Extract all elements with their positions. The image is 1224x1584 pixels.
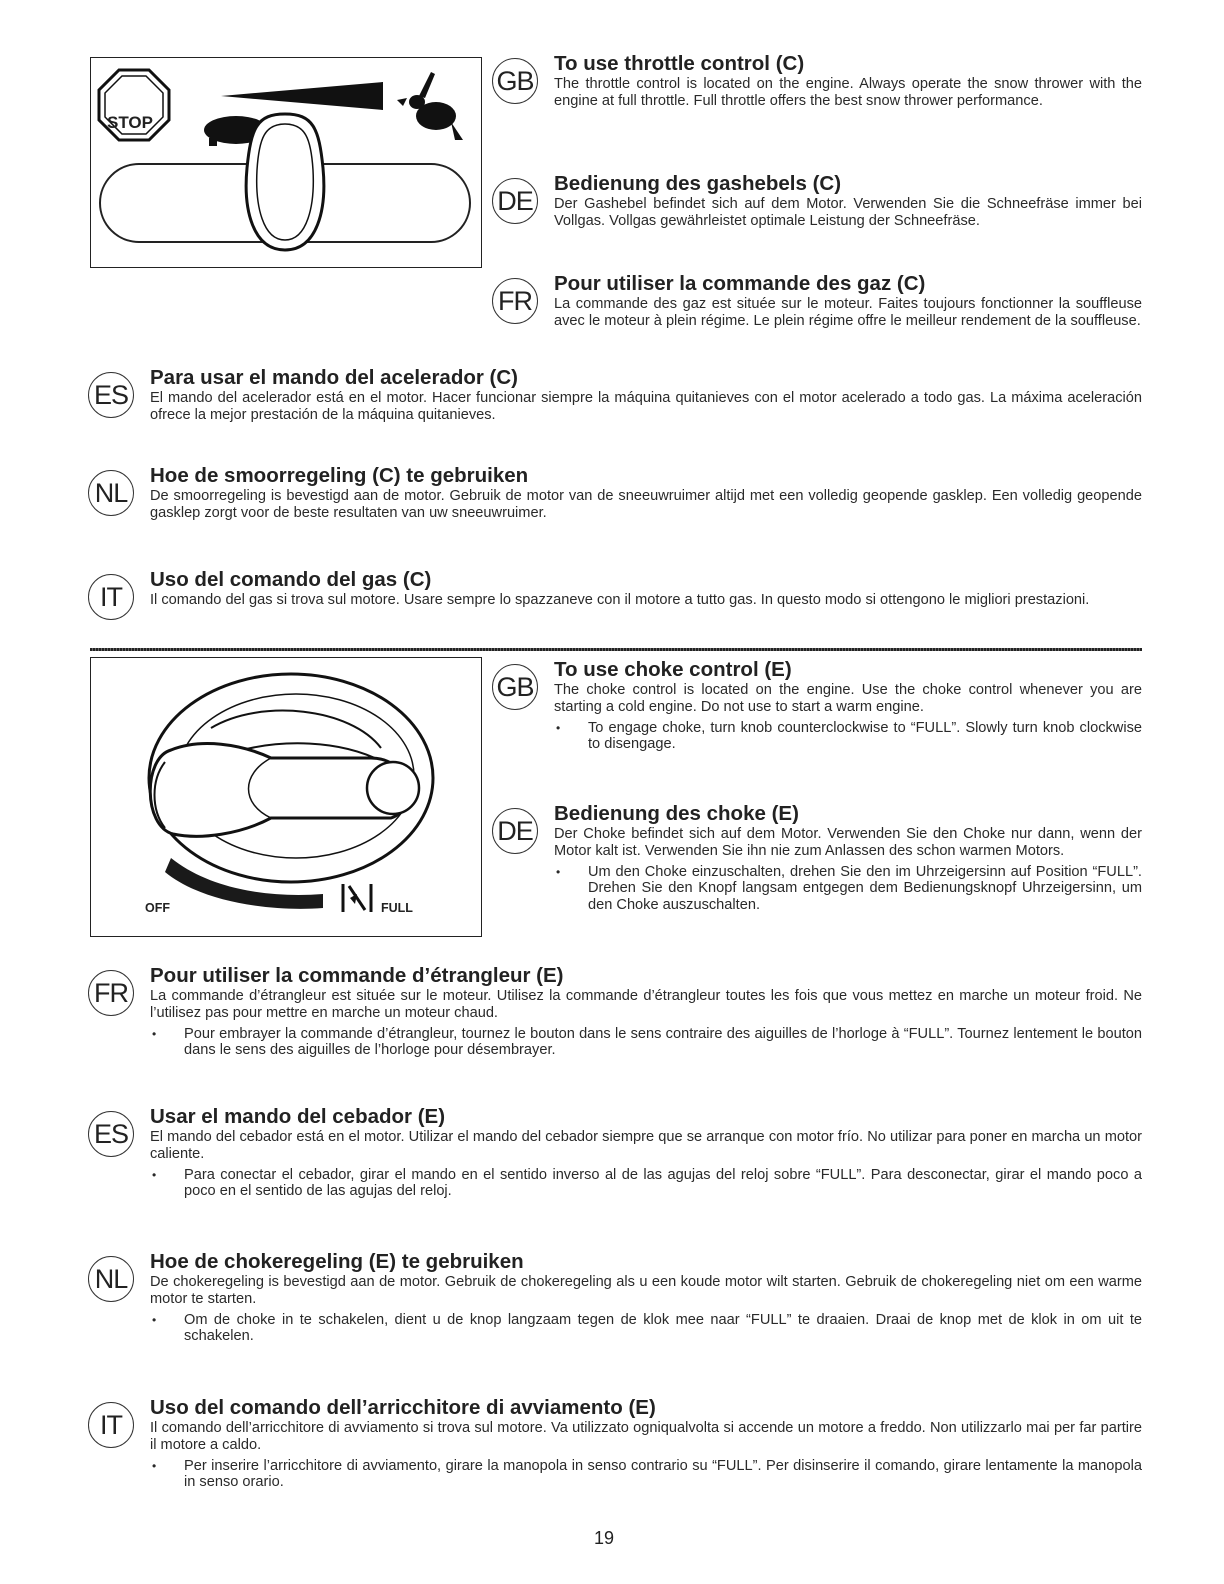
- language-badge-it: IT: [88, 574, 134, 620]
- section-title: Uso del comando del gas (C): [150, 568, 432, 591]
- language-badge-gb: GB: [492, 664, 538, 710]
- section-title: To use throttle control (C): [554, 52, 805, 75]
- instruction-bullet: • Per inserire l’arricchitore di avviamento, girare la manopola in senso contrario su “FULL”. Per disinserire il comando, girare lentamente la manopola in senso orario.: [150, 1458, 1142, 1492]
- language-badge-gb: GB: [492, 58, 538, 104]
- instruction-bullet: • Pour embrayer la commande d’étrangleur, tournez le bouton dans le sens contraire des aiguilles de l’horloge à “FULL”. Tournez lentement le bouton dans le sens des aiguilles de l’horloge pour désembrayer.: [150, 1026, 1142, 1060]
- language-badge-nl: NL: [88, 1256, 134, 1302]
- instruction-bullet: • To engage choke, turn knob counterclockwise to “FULL”. Slowly turn knob clockwise to disengage.: [554, 720, 1142, 754]
- choke-control-figure: [90, 657, 482, 937]
- section-title: Hoe de smoorregeling (C) te gebruiken: [150, 464, 529, 487]
- section-title: Hoe de chokeregeling (E) te gebruiken: [150, 1250, 524, 1273]
- section-divider: [90, 648, 1142, 651]
- section-text: Il comando del gas si trova sul motore. Usare sempre lo spazzaneve con il motore a tutto gas. In questo modo si ottengono le migliori prestazioni.: [150, 592, 1090, 608]
- choke-off-label: OFF: [145, 901, 170, 915]
- language-badge-fr: FR: [492, 278, 538, 324]
- section-text: The choke control is located on the engine. Use the choke control whenever you are starting a cold engine. Do not use to start a warm engine.: [554, 682, 1142, 715]
- section-title: Pour utiliser la commande des gaz (C): [554, 272, 926, 295]
- section-title: Usar el mando del cebador (E): [150, 1105, 446, 1128]
- section-text: De chokeregeling is bevestigd aan de motor. Gebruik de chokeregeling als u een koude motor wilt starten. Gebruik de chokeregeling niet om een warme motor te starten.: [150, 1274, 1142, 1307]
- section-text: La commande des gaz est située sur le moteur. Faites toujours fonctionner la souffleuse avec le moteur à plein régime. Le plein régime offre le meilleur rendement de la souffleuse.: [554, 296, 1142, 329]
- section-title: Pour utiliser la commande d’étrangleur (E): [150, 964, 564, 987]
- section-text: El mando del cebador está en el motor. Utilizar el mando del cebador siempre que se arranque con motor frío. No utilizar para poner en marcha un motor caliente.: [150, 1129, 1142, 1162]
- section-text: Il comando dell’arricchitore di avviamento si trova sul motore. Va utilizzato ogniqualvolta si accende un motore a freddo. Non utilizzarlo mai per far partire il motore a caldo.: [150, 1420, 1142, 1453]
- section-text: Der Gashebel befindet sich auf dem Motor. Verwenden Sie die Schneefräse immer bei Vollgas. Vollgas gewährleistet optimale Leistung der Schneefräse.: [554, 196, 1142, 229]
- instruction-bullet: • Para conectar el cebador, girar el mando en el sentido inverso al de las agujas del reloj sobre “FULL”. Para desconectar, girar el mando poco a poco en el sentido de las agujas del reloj.: [150, 1167, 1142, 1201]
- section-title: To use choke control (E): [554, 658, 792, 681]
- section-text: Der Choke befindet sich auf dem Motor. Verwenden Sie den Choke nur dann, wenn der Motor kalt ist. Verwenden Sie ihn nie zum Anlassen des schon warmen Motors.: [554, 826, 1142, 859]
- rabbit-icon: [397, 72, 463, 140]
- section-title: Bedienung des choke (E): [554, 802, 799, 825]
- choke-full-label: FULL: [381, 901, 413, 915]
- section-title: Bedienung des gashebels (C): [554, 172, 842, 195]
- throttle-control-figure: [90, 57, 482, 268]
- stop-label: STOP: [107, 113, 153, 132]
- language-badge-nl: NL: [88, 470, 134, 516]
- section-text: La commande d’étrangleur est située sur le moteur. Utilisez la commande d’étrangleur toutes les fois que vous mettez en marche un moteur froid. Ne l’utilisez pas pour mettre en marche un moteur chaud.: [150, 988, 1142, 1021]
- section-text: De smoorregeling is bevestigd aan de motor. Gebruik de motor van de sneeuwruimer altijd met een volledig geopende gasklep. Een volledig geopende gasklep zorgt voor de beste resultaten van uw sneeuwruimer.: [150, 488, 1142, 521]
- language-badge-it: IT: [88, 1402, 134, 1448]
- language-badge-fr: FR: [88, 970, 134, 1016]
- language-badge-de: DE: [492, 808, 538, 854]
- section-text: The throttle control is located on the engine. Always operate the snow thrower with the engine at full throttle. Full throttle offers the best snow thrower performance.: [554, 76, 1142, 109]
- language-badge-es: ES: [88, 372, 134, 418]
- language-badge-es: ES: [88, 1111, 134, 1157]
- choke-knob-illustration: [91, 658, 480, 935]
- instruction-bullet: • Um den Choke einzuschalten, drehen Sie den im Uhrzeigersinn auf Position “FULL”. Drehen Sie den Knopf langsam entgegen dem Bedienungsknopf Uhrzeigersinn, um den Choke auszuschalten.: [554, 864, 1142, 914]
- instruction-bullet: • Om de choke in te schakelen, dient u de knop langzaam tegen de klok mee naar “FULL” te draaien. Draai de knop met de klok in om uit te schakelen.: [150, 1312, 1142, 1346]
- throttle-lever-illustration: [91, 58, 480, 266]
- page-number: 19: [594, 1528, 615, 1548]
- section-title: Uso del comando dell’arricchitore di avviamento (E): [150, 1396, 656, 1419]
- section-text: El mando del acelerador está en el motor. Hacer funcionar siempre la máquina quitanieves con el motor acelerado a todo gas. La máxima aceleración ofrece la mejor prestación de la máquina quitanieves.: [150, 390, 1142, 423]
- section-title: Para usar el mando del acelerador (C): [150, 366, 518, 389]
- language-badge-de: DE: [492, 178, 538, 224]
